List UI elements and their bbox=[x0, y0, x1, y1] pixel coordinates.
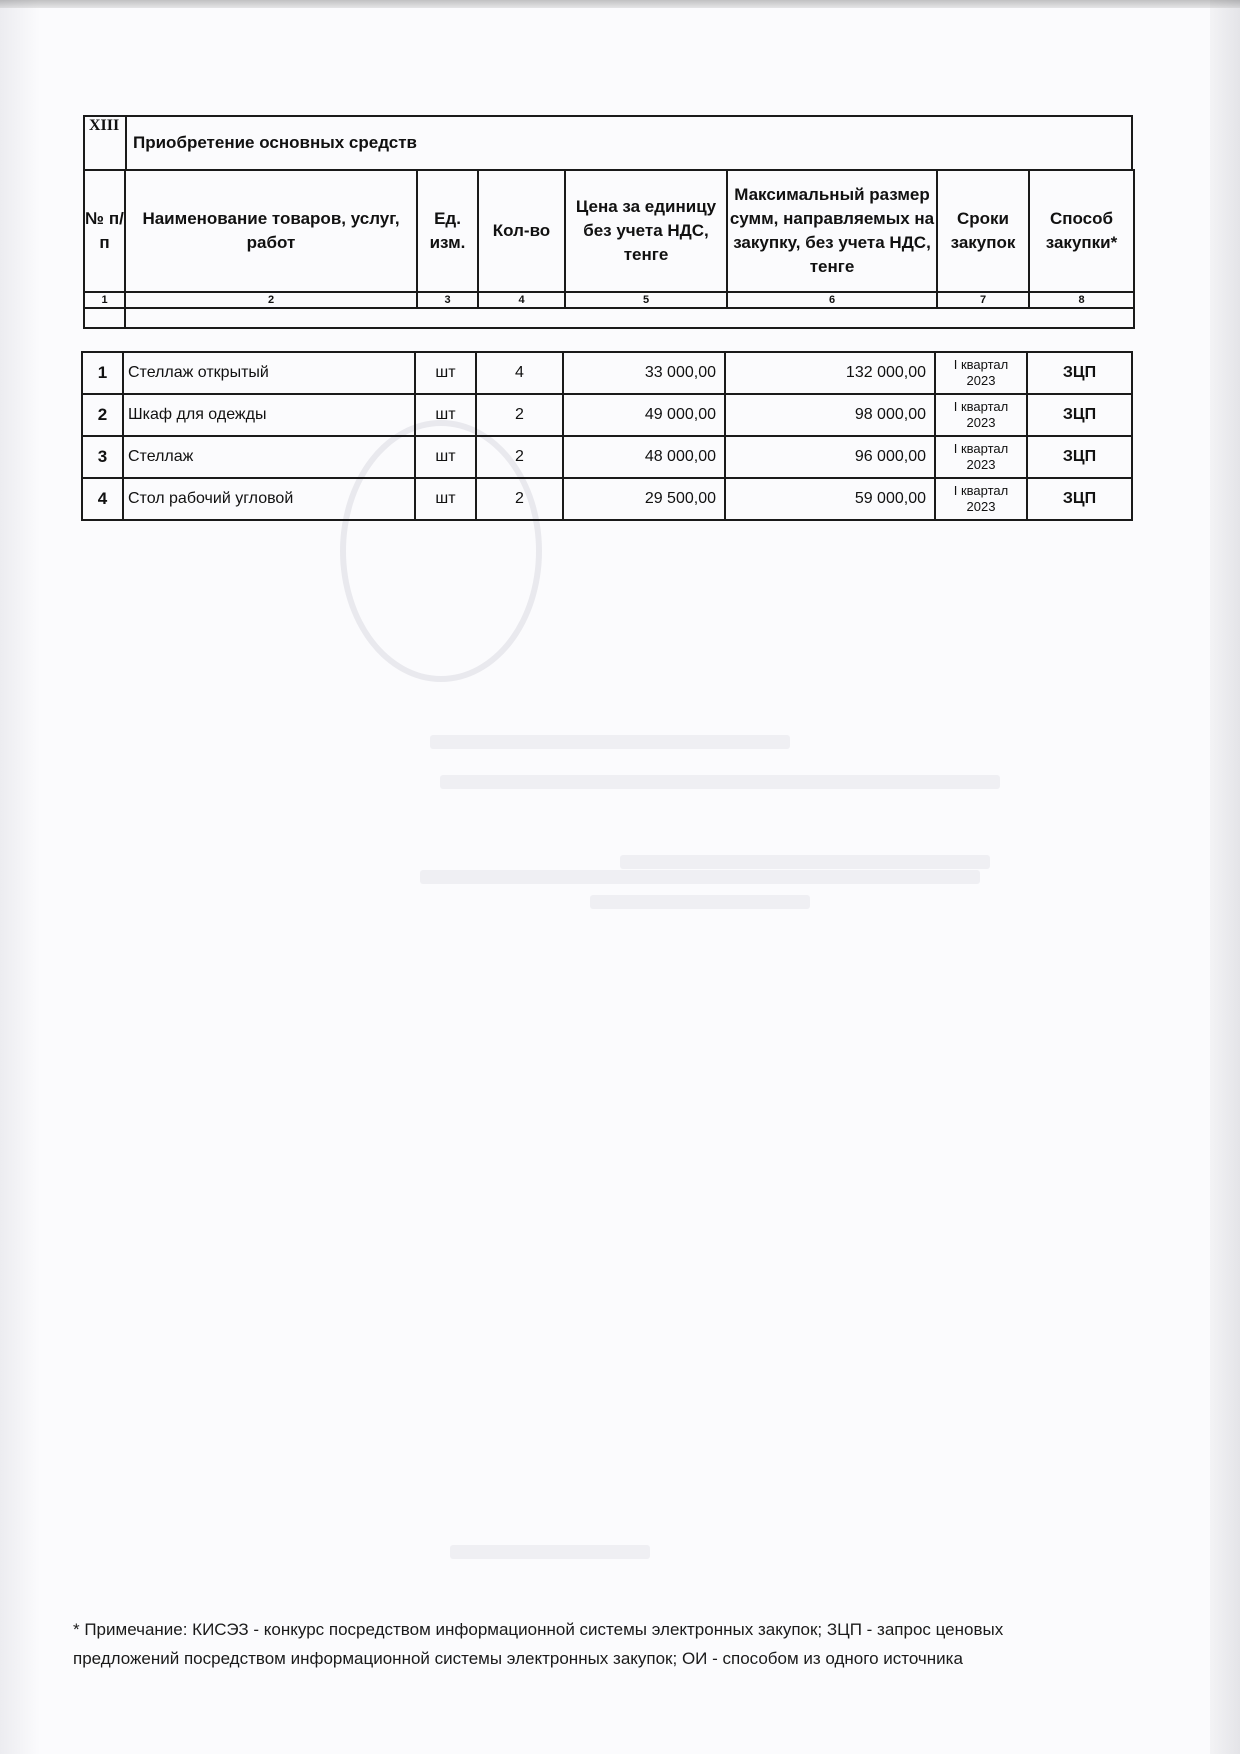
item-name: Шкаф для одежды bbox=[123, 394, 415, 436]
item-term bbox=[935, 436, 1027, 478]
term-year: 2023 bbox=[966, 373, 996, 388]
col-number: 7 bbox=[937, 292, 1029, 308]
page-edge-right bbox=[1210, 0, 1240, 1754]
item-price: 29 500,00 bbox=[563, 478, 725, 520]
section-title: Приобретение основных средств bbox=[126, 116, 1132, 170]
item-method: ЗЦП bbox=[1027, 478, 1132, 520]
term-year: 2023 bbox=[966, 415, 996, 430]
term-year: 2023 bbox=[966, 499, 996, 514]
term-quarter: I квартал bbox=[953, 357, 1009, 372]
item-term bbox=[935, 478, 1027, 520]
item-unit: шт bbox=[415, 478, 476, 520]
items-table bbox=[81, 351, 1133, 521]
item-total: 96 000,00 bbox=[725, 436, 935, 478]
term-quarter: I квартал bbox=[953, 399, 1009, 414]
bleed-through-line bbox=[620, 855, 990, 869]
item-method: ЗЦП bbox=[1027, 394, 1132, 436]
item-qty: 2 bbox=[476, 478, 563, 520]
col-header-total: Максимальный размер сумм, направляемых на закупку, без учета НДС, тенге bbox=[727, 170, 937, 292]
item-total: 132 000,00 bbox=[725, 352, 935, 394]
item-term bbox=[935, 352, 1027, 394]
col-number: 4 bbox=[478, 292, 565, 308]
page-edge-top bbox=[0, 0, 1240, 8]
bleed-through-line bbox=[420, 870, 980, 884]
section-number: XIII bbox=[84, 116, 126, 170]
item-unit: шт bbox=[415, 436, 476, 478]
col-header-name: Наименование товаров, услуг, работ bbox=[125, 170, 417, 292]
item-method: ЗЦП bbox=[1027, 436, 1132, 478]
blank-cell bbox=[84, 308, 125, 328]
item-name: Стол рабочий угловой bbox=[123, 478, 415, 520]
item-name: Стеллаж открытый bbox=[123, 352, 415, 394]
column-header-table bbox=[83, 169, 1135, 329]
item-price: 33 000,00 bbox=[563, 352, 725, 394]
col-header-no: № п/п bbox=[84, 170, 125, 292]
col-header-method: Способ закупки* bbox=[1029, 170, 1134, 292]
section-header-table bbox=[83, 115, 1133, 171]
table-row bbox=[82, 436, 1132, 478]
footnote: * Примечание: КИСЭЗ - конкурс посредством информационной системы электронных закупок; ЗЦП - запрос ценовых предложений посредством информационной системы электронных закупок; ОИ - способом из одного источника bbox=[73, 1620, 1004, 1668]
item-qty: 2 bbox=[476, 394, 563, 436]
item-name: Стеллаж bbox=[123, 436, 415, 478]
table-row bbox=[82, 394, 1132, 436]
item-method: ЗЦП bbox=[1027, 352, 1132, 394]
table-row bbox=[82, 352, 1132, 394]
item-term bbox=[935, 394, 1027, 436]
page-edge-left bbox=[0, 0, 40, 1754]
item-total: 59 000,00 bbox=[725, 478, 935, 520]
col-number: 5 bbox=[565, 292, 727, 308]
col-number: 1 bbox=[84, 292, 125, 308]
col-header-price: Цена за единицу без учета НДС, тенге bbox=[565, 170, 727, 292]
item-unit: шт bbox=[415, 394, 476, 436]
blank-cell bbox=[125, 308, 1134, 328]
term-quarter: I квартал bbox=[953, 441, 1009, 456]
col-number: 3 bbox=[417, 292, 478, 308]
row-number: 2 bbox=[82, 394, 123, 436]
col-header-qty: Кол-во bbox=[478, 170, 565, 292]
row-number: 4 bbox=[82, 478, 123, 520]
table-row bbox=[82, 478, 1132, 520]
col-number: 2 bbox=[125, 292, 417, 308]
item-unit: шт bbox=[415, 352, 476, 394]
bleed-through-line bbox=[440, 775, 1000, 789]
col-number: 8 bbox=[1029, 292, 1134, 308]
row-number: 3 bbox=[82, 436, 123, 478]
item-total: 98 000,00 bbox=[725, 394, 935, 436]
item-qty: 4 bbox=[476, 352, 563, 394]
row-number: 1 bbox=[82, 352, 123, 394]
term-quarter: I квартал bbox=[953, 483, 1009, 498]
col-header-unit: Ед. изм. bbox=[417, 170, 478, 292]
item-price: 48 000,00 bbox=[563, 436, 725, 478]
item-qty: 2 bbox=[476, 436, 563, 478]
col-number: 6 bbox=[727, 292, 937, 308]
term-year: 2023 bbox=[966, 457, 996, 472]
bleed-through-line bbox=[430, 735, 790, 749]
bleed-through-line bbox=[590, 895, 810, 909]
item-price: 49 000,00 bbox=[563, 394, 725, 436]
col-header-term: Сроки закупок bbox=[937, 170, 1029, 292]
bleed-through-line bbox=[450, 1545, 650, 1559]
